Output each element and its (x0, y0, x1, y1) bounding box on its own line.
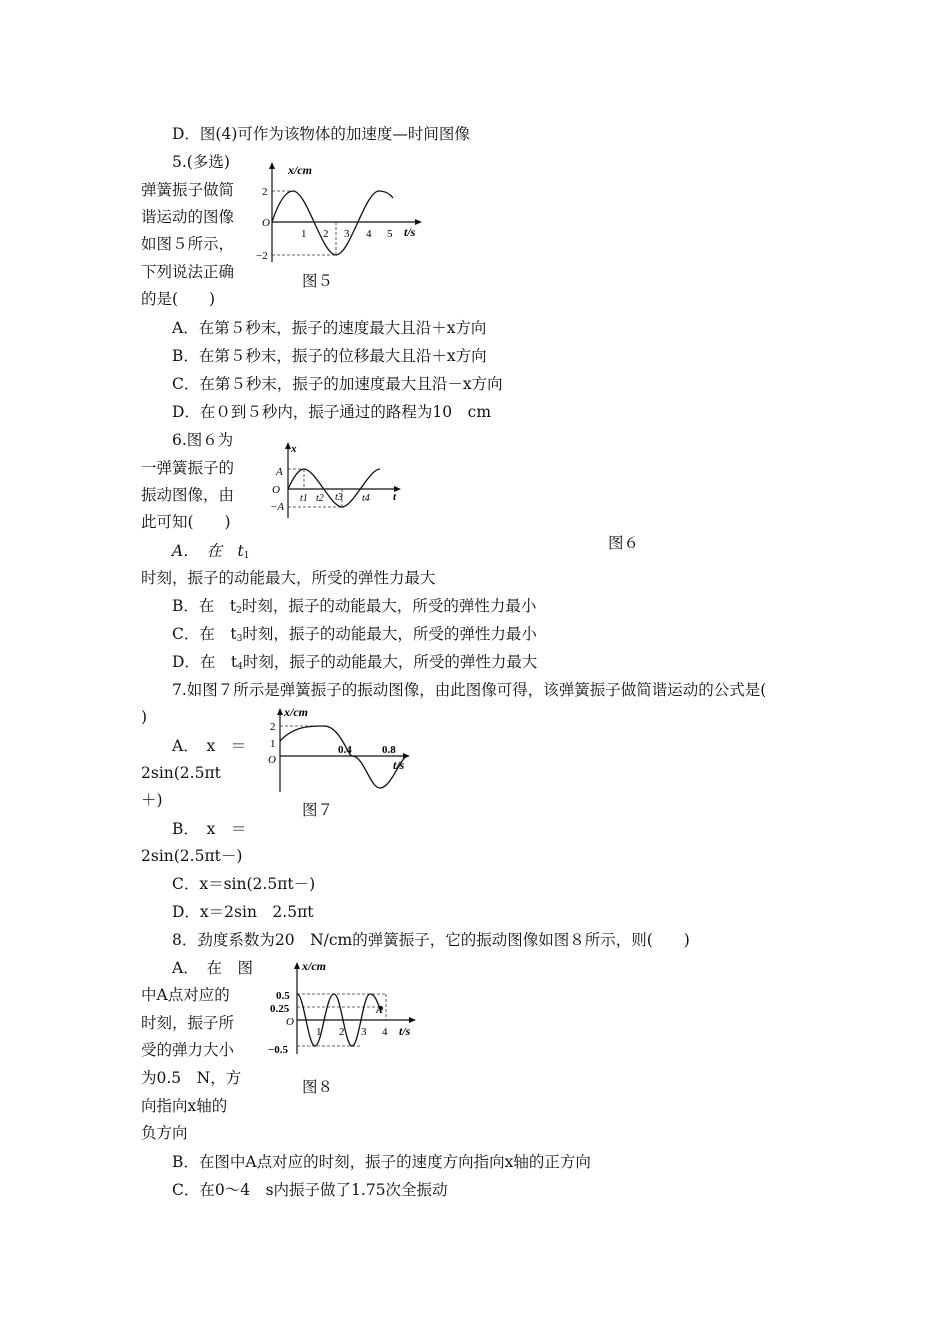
q7-option-a-line-2: 2sin(2.5πt (141, 764, 221, 782)
q5-stem-line-5: 下列说法正确 (141, 263, 235, 281)
q7-figure-caption: 图７ (302, 801, 334, 819)
q5-option-b: B．在第５秒末，振子的位移最大且沿＋x方向 (172, 347, 487, 365)
q7-y-arrow (277, 708, 283, 715)
q5-x-axis-label: t/s (404, 225, 416, 239)
q8-origin-label: O (286, 1016, 294, 1028)
q7-option-a-line-3: ＋) (141, 791, 163, 809)
q8-x-arrow (409, 1017, 416, 1023)
q6-t3-label: t3 (335, 492, 343, 503)
q8-x-tick-3: 3 (361, 1026, 367, 1038)
q7-stem: 7.如图７所示是弹簧振子的振动图像，由此图像可得，该弹簧振子做简谐运动的公式是( (172, 681, 767, 699)
q5-option-a: A．在第５秒末，振子的速度最大且沿＋x方向 (172, 319, 487, 337)
q5-x-tick-3: 3 (344, 228, 350, 240)
q7-y-tick-2: 2 (270, 721, 276, 733)
q8-x-axis-label: t/s (399, 1024, 411, 1038)
q8-figure-caption: 图８ (302, 1078, 334, 1096)
q8-x-tick-1: 1 (316, 1026, 322, 1038)
q6-option-d: D．在 $t_4$时刻，振子的动能最大，所受的弹性力最大 (172, 653, 538, 672)
q5-stem-line-2: 弹簧振子做简 (141, 181, 235, 199)
q7-option-a-line-1: A． x ＝ (172, 737, 247, 755)
q5-y-tick-neg2: −2 (256, 250, 268, 262)
q8-option-b: B．在图中A点对应的时刻，振子的速度方向指向x轴的正方向 (172, 1153, 591, 1171)
q8-option-a-line-7: 负方向 (141, 1124, 188, 1142)
q8-y-tick-neg05: −0.5 (268, 1044, 289, 1056)
q8-x-tick-2: 2 (339, 1026, 345, 1038)
q8-option-c: C．在0～4 s内振子做了1.75次全振动 (172, 1181, 448, 1199)
q5-origin-label: O (262, 217, 270, 229)
q5-x-tick-4: 4 (366, 228, 372, 240)
q7-option-c: C．x＝sin(2.5πt－) (172, 875, 316, 893)
q6-x-axis-label: t (393, 491, 397, 503)
q8-option-a-line-5: 为0.5 N，方 (141, 1069, 242, 1087)
q5-option-d: D．在０到５秒内，振子通过的路程为10 cm (172, 403, 492, 421)
q7-x-tick-04: 0.4 (338, 744, 352, 756)
q7-y-axis-label: x/cm (284, 705, 308, 719)
q6-y-tick-neg-a: −A (270, 501, 285, 513)
q8-point-a-label: A (376, 1005, 383, 1016)
q7-sine-curve (280, 726, 406, 788)
q7-option-d: D．x＝2sin 2.5πt (172, 903, 314, 921)
q5-stem-line-1: 5.(多选) (172, 153, 230, 171)
q4-option-d: D．图(4)可作为该物体的加速度—时间图像 (172, 125, 470, 143)
q5-x-tick-1: 1 (301, 228, 307, 240)
q7-x-tick-08: 0.8 (382, 744, 396, 756)
q6-stem-line-2: 一弹簧振子的 (141, 459, 235, 477)
q5-stem-line-6: 的是( ) (141, 290, 216, 308)
q7-y-tick-1: 1 (270, 738, 276, 750)
q6-figure-caption: 图６ (608, 534, 640, 552)
q5-figure (256, 158, 432, 268)
q7-option-b-line-1: B． x ＝ (172, 820, 247, 838)
q6-t1-label: t1 (300, 493, 308, 504)
q6-stem-line-3: 振动图像，由 (141, 486, 235, 504)
q5-y-axis-label: x/cm (288, 163, 312, 177)
q8-figure (262, 958, 427, 1058)
q7-origin-label: O (268, 754, 276, 766)
q6-origin-label: O (272, 484, 280, 496)
q6-y-axis-label: x (291, 443, 297, 455)
q8-y-arrow (294, 962, 300, 969)
q8-option-a-line-3: 时刻，振子所 (141, 1014, 235, 1032)
q6-option-b: B．在 $t_2$时刻，振子的动能最大，所受的弹性力最小 (172, 597, 537, 616)
q7-figure (262, 704, 422, 796)
q5-x-tick-2: 2 (323, 228, 329, 240)
q6-option-a-rest: 时刻，振子的动能最大，所受的弹性力最大 (141, 569, 436, 587)
q7-stem-end: ) (141, 708, 148, 726)
q5-y-arrow (269, 162, 275, 169)
q6-figure (262, 438, 412, 523)
q6-stem-line-4: 此可知( ) (141, 513, 231, 531)
q6-t4-label: t4 (362, 493, 370, 504)
q6-option-a-start: A． 在 $t_1$ (172, 542, 250, 561)
q5-sine-curve (272, 191, 393, 255)
q7-x-axis-label: t/s (393, 758, 405, 772)
q8-x-tick-4: 4 (382, 1026, 388, 1038)
q5-option-c: C．在第５秒末，振子的加速度最大且沿－x方向 (172, 375, 503, 393)
q8-option-a-line-2: 中A点对应的 (141, 986, 230, 1004)
q8-y-axis-label: x/cm (302, 959, 326, 973)
q8-option-a-line-6: 向指向x轴的 (141, 1097, 228, 1115)
q6-stem-line-1: 6.图６为 (172, 431, 234, 449)
q5-figure-caption: 图５ (302, 272, 334, 290)
q6-t2-label: t2 (316, 493, 324, 504)
q6-option-c: C．在 $t_3$时刻，振子的动能最大，所受的弹性力最小 (172, 625, 537, 644)
q8-option-a-line-1: A． 在 图 (172, 959, 253, 977)
q5-stem-line-4: 如图５所示， (141, 235, 235, 253)
q8-stem: 8．劲度系数为20 N/cm的弹簧振子，它的振动图像如图８所示，则( ) (172, 931, 690, 949)
q5-stem-line-3: 谐运动的图像 (141, 208, 235, 226)
q7-option-b-line-2: 2sin(2.5πt－) (141, 847, 243, 865)
q8-option-a-line-4: 受的弹力大小 (141, 1041, 235, 1059)
q6-y-tick-a: A (276, 466, 283, 478)
q5-x-arrow (415, 219, 422, 225)
q5-x-tick-5: 5 (387, 228, 393, 240)
q8-y-tick-025: 0.25 (270, 1003, 290, 1015)
q5-y-tick-2: 2 (262, 186, 268, 198)
q8-y-tick-05: 0.5 (276, 990, 290, 1002)
